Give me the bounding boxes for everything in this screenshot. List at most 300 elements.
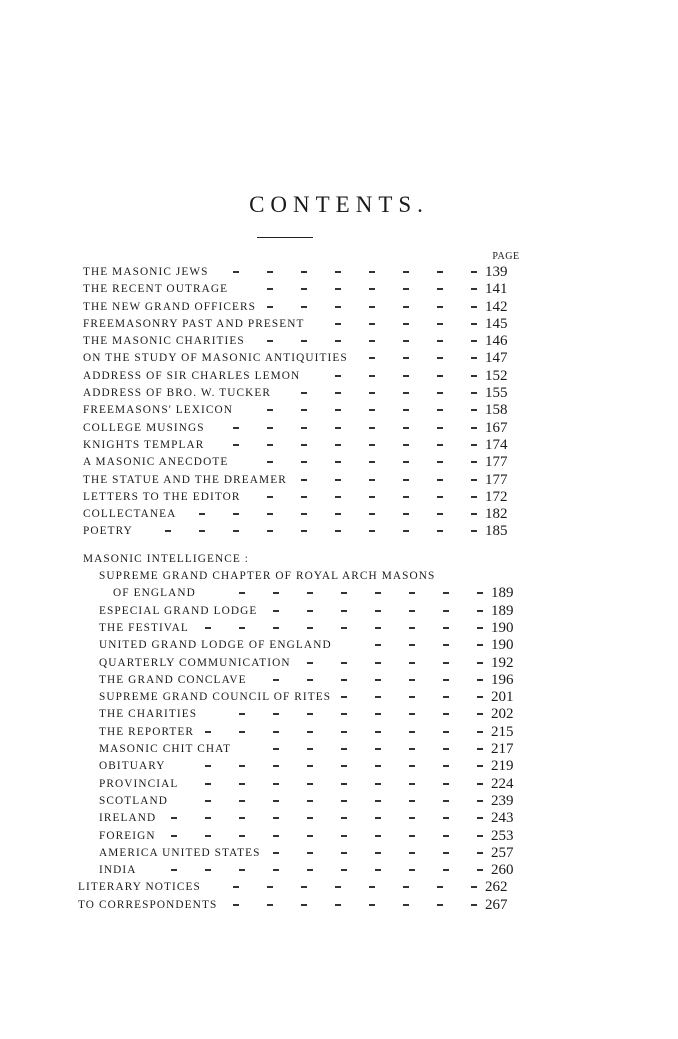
leader-dash bbox=[301, 271, 307, 273]
leader-dash bbox=[375, 679, 381, 681]
leader-dash bbox=[443, 610, 449, 612]
leader-dash bbox=[301, 530, 307, 532]
toc-subentry-title: THE FESTIVAL bbox=[99, 621, 189, 634]
leader-dash bbox=[341, 592, 347, 594]
page-column-label: PAGE bbox=[492, 251, 520, 262]
leader-dash bbox=[443, 748, 449, 750]
leader-dash bbox=[437, 375, 443, 377]
leader-dash bbox=[375, 817, 381, 819]
leader-dash bbox=[471, 306, 477, 308]
leader-dash bbox=[443, 817, 449, 819]
leader-dash bbox=[369, 306, 375, 308]
leader-dash bbox=[375, 662, 381, 664]
toc-subentry-page: 202 bbox=[491, 706, 514, 723]
toc-subentry-title: FOREIGN bbox=[99, 829, 156, 842]
leader-dash bbox=[273, 869, 279, 871]
leader-dash bbox=[267, 306, 273, 308]
leader-dash bbox=[307, 610, 313, 612]
toc-entry-page: 146 bbox=[485, 333, 508, 350]
leader-dash bbox=[437, 904, 443, 906]
leader-dash bbox=[307, 800, 313, 802]
leader-dash bbox=[471, 409, 477, 411]
toc-entry bbox=[0, 333, 678, 350]
leader-dash bbox=[443, 731, 449, 733]
leader-dash bbox=[301, 904, 307, 906]
leader-dash bbox=[341, 679, 347, 681]
leader-dash bbox=[205, 869, 211, 871]
leader-dash bbox=[403, 479, 409, 481]
leader-dash bbox=[341, 748, 347, 750]
toc-subentry-page: 196 bbox=[491, 671, 514, 688]
leader-dash bbox=[273, 731, 279, 733]
leader-dash bbox=[267, 496, 273, 498]
leader-dash bbox=[335, 375, 341, 377]
leader-dash bbox=[437, 392, 443, 394]
leader-dash bbox=[341, 696, 347, 698]
leader-dash bbox=[233, 444, 239, 446]
leader-dash bbox=[403, 530, 409, 532]
toc-subentry-title: AMERICA UNITED STATES bbox=[99, 846, 261, 859]
leader-dash bbox=[375, 610, 381, 612]
toc-entry bbox=[0, 489, 678, 506]
toc-entry-page: 152 bbox=[485, 367, 508, 384]
leader-dash bbox=[267, 409, 273, 411]
toc-subentry bbox=[0, 672, 678, 689]
leader-dash bbox=[267, 271, 273, 273]
toc-subentry-title: SUPREME GRAND CHAPTER OF ROYAL ARCH MASONS bbox=[99, 570, 436, 583]
toc-subentry-page: 243 bbox=[491, 810, 514, 827]
toc-subentry-title: THE REPORTER bbox=[99, 725, 195, 738]
toc-entry bbox=[0, 299, 678, 316]
toc-entry bbox=[0, 506, 678, 523]
leader-dash bbox=[443, 869, 449, 871]
toc-entry-page: 155 bbox=[485, 385, 508, 402]
toc-subentry bbox=[0, 776, 678, 793]
leader-dash bbox=[273, 783, 279, 785]
leader-dash bbox=[477, 662, 483, 664]
toc-entry-title: THE NEW GRAND OFFICERS bbox=[83, 300, 257, 313]
leader-dash bbox=[307, 627, 313, 629]
leader-dash bbox=[301, 427, 307, 429]
leader-dash bbox=[477, 679, 483, 681]
leader-dash bbox=[301, 392, 307, 394]
toc-entry-title: LETTERS TO THE EDITOR bbox=[83, 490, 241, 503]
leader-dash bbox=[307, 662, 313, 664]
toc-entry bbox=[0, 472, 678, 489]
toc-subentry bbox=[0, 793, 678, 810]
leader-dash bbox=[307, 835, 313, 837]
leader-dash bbox=[477, 783, 483, 785]
leader-dash bbox=[437, 479, 443, 481]
leader-dash bbox=[477, 627, 483, 629]
leader-dash bbox=[273, 748, 279, 750]
leader-dash bbox=[369, 375, 375, 377]
leader-dash bbox=[341, 713, 347, 715]
leader-dash bbox=[273, 610, 279, 612]
leader-dash bbox=[375, 835, 381, 837]
toc-subentry bbox=[0, 655, 678, 672]
leader-dash bbox=[409, 644, 415, 646]
leader-dash bbox=[267, 904, 273, 906]
leader-dash bbox=[205, 731, 211, 733]
leader-dash bbox=[273, 835, 279, 837]
leader-dash bbox=[409, 869, 415, 871]
leader-dash bbox=[273, 800, 279, 802]
leader-dash bbox=[205, 817, 211, 819]
leader-dash bbox=[205, 627, 211, 629]
leader-dash bbox=[335, 323, 341, 325]
toc-subentry-title: UNITED GRAND LODGE OF ENGLAND bbox=[99, 639, 332, 652]
leader-dash bbox=[375, 783, 381, 785]
leader-dash bbox=[471, 530, 477, 532]
leader-dash bbox=[239, 731, 245, 733]
leader-dash bbox=[471, 271, 477, 273]
leader-dash bbox=[199, 530, 205, 532]
leader-dash bbox=[307, 852, 313, 854]
leader-dash bbox=[171, 835, 177, 837]
toc-entry bbox=[0, 350, 678, 367]
leader-dash bbox=[267, 444, 273, 446]
leader-dash bbox=[307, 783, 313, 785]
toc-entry bbox=[0, 879, 678, 896]
leader-dash bbox=[443, 592, 449, 594]
leader-dash bbox=[273, 713, 279, 715]
toc-entry-page: 147 bbox=[485, 350, 508, 367]
leader-dash bbox=[335, 513, 341, 515]
toc-subentry bbox=[0, 568, 678, 585]
leader-dash bbox=[301, 886, 307, 888]
toc-entry bbox=[0, 281, 678, 298]
leader-dash bbox=[341, 610, 347, 612]
leader-dash bbox=[341, 765, 347, 767]
leader-dash bbox=[471, 461, 477, 463]
leader-dash bbox=[165, 530, 171, 532]
toc-subentry-title: ESPECIAL GRAND LODGE bbox=[99, 604, 258, 617]
toc-subentry-page: 257 bbox=[491, 844, 514, 861]
toc-subentry-page: 189 bbox=[491, 585, 514, 602]
leader-dash bbox=[273, 679, 279, 681]
toc-entry-title: A MASONIC ANECDOTE bbox=[83, 456, 229, 469]
leader-dash bbox=[403, 340, 409, 342]
leader-dash bbox=[403, 513, 409, 515]
leader-dash bbox=[437, 409, 443, 411]
leader-dash bbox=[477, 713, 483, 715]
leader-dash bbox=[301, 444, 307, 446]
toc-entry-title: COLLECTANEA bbox=[83, 508, 177, 521]
toc-subentry-page: 239 bbox=[491, 792, 514, 809]
leader-dash bbox=[409, 696, 415, 698]
leader-dash bbox=[239, 783, 245, 785]
leader-dash bbox=[437, 271, 443, 273]
leader-dash bbox=[409, 800, 415, 802]
leader-dash bbox=[205, 835, 211, 837]
leader-dash bbox=[335, 904, 341, 906]
leader-dash bbox=[409, 748, 415, 750]
toc-entry bbox=[0, 316, 678, 333]
toc-entry-title: POETRY bbox=[83, 525, 133, 538]
leader-dash bbox=[233, 427, 239, 429]
toc-subentry bbox=[0, 620, 678, 637]
toc-entry bbox=[0, 420, 678, 437]
leader-dash bbox=[477, 835, 483, 837]
leader-dash bbox=[307, 592, 313, 594]
toc-entry-title: THE MASONIC JEWS bbox=[83, 266, 209, 278]
toc-subentry bbox=[0, 585, 678, 602]
toc-subentry-title: THE CHARITIES bbox=[99, 708, 198, 721]
leader-dash bbox=[471, 904, 477, 906]
leader-dash bbox=[307, 731, 313, 733]
toc-subentry bbox=[0, 810, 678, 827]
toc-entry-title: ON THE STUDY OF MASONIC ANTIQUITIES bbox=[83, 352, 348, 365]
toc-entry-title: FREEMASONRY PAST AND PRESENT bbox=[83, 317, 305, 330]
section-gap bbox=[0, 541, 678, 551]
leader-dash bbox=[239, 835, 245, 837]
leader-dash bbox=[301, 479, 307, 481]
leader-dash bbox=[443, 662, 449, 664]
toc-entry-page: 141 bbox=[485, 281, 508, 298]
leader-dash bbox=[403, 496, 409, 498]
leader-dash bbox=[471, 288, 477, 290]
leader-dash bbox=[335, 427, 341, 429]
leader-dash bbox=[239, 869, 245, 871]
leader-dash bbox=[273, 765, 279, 767]
toc-subentry-title: SCOTLAND bbox=[99, 794, 169, 807]
leader-dash bbox=[471, 375, 477, 377]
leader-dash bbox=[437, 323, 443, 325]
leader-dash bbox=[409, 835, 415, 837]
leader-dash bbox=[369, 904, 375, 906]
leader-dash bbox=[409, 817, 415, 819]
toc-subentry bbox=[0, 724, 678, 741]
leader-dash bbox=[409, 731, 415, 733]
leader-dash bbox=[335, 461, 341, 463]
leader-dash bbox=[335, 886, 341, 888]
leader-dash bbox=[409, 662, 415, 664]
leader-dash bbox=[403, 271, 409, 273]
leader-dash bbox=[437, 461, 443, 463]
toc-entry-page: 145 bbox=[485, 315, 508, 332]
leader-dash bbox=[233, 886, 239, 888]
leader-dash bbox=[375, 731, 381, 733]
leader-dash bbox=[437, 530, 443, 532]
leader-dash bbox=[471, 886, 477, 888]
leader-dash bbox=[267, 461, 273, 463]
leader-dash bbox=[443, 783, 449, 785]
leader-dash bbox=[341, 817, 347, 819]
leader-dash bbox=[335, 496, 341, 498]
leader-dash bbox=[375, 627, 381, 629]
leader-dash bbox=[403, 323, 409, 325]
toc-entry-title: KNIGHTS TEMPLAR bbox=[83, 438, 205, 451]
leader-dash bbox=[471, 496, 477, 498]
toc-subentry-title: SUPREME GRAND COUNCIL OF RITES bbox=[99, 691, 332, 704]
toc-subentry bbox=[0, 603, 678, 620]
title-rule bbox=[257, 237, 313, 238]
toc-entry-page: 142 bbox=[485, 298, 508, 315]
leader-dash bbox=[301, 461, 307, 463]
leader-dash bbox=[273, 852, 279, 854]
leader-dash bbox=[403, 461, 409, 463]
leader-dash bbox=[369, 513, 375, 515]
leader-dash bbox=[375, 696, 381, 698]
leader-dash bbox=[375, 592, 381, 594]
leader-dash bbox=[233, 271, 239, 273]
leader-dash bbox=[437, 357, 443, 359]
toc-subentry-page: 219 bbox=[491, 758, 514, 775]
toc-subentry-title: PROVINCIAL bbox=[99, 777, 179, 790]
leader-dash bbox=[239, 817, 245, 819]
leader-dash bbox=[341, 800, 347, 802]
leader-dash bbox=[273, 817, 279, 819]
leader-dash bbox=[409, 592, 415, 594]
toc-subentry-title: QUARTERLY COMMUNICATION bbox=[99, 656, 291, 669]
leader-dash bbox=[307, 679, 313, 681]
leader-dash bbox=[369, 409, 375, 411]
leader-dash bbox=[335, 340, 341, 342]
leader-dash bbox=[301, 340, 307, 342]
leader-dash bbox=[335, 392, 341, 394]
leader-dash bbox=[443, 852, 449, 854]
toc-entry-title: THE MASONIC CHARITIES bbox=[83, 335, 245, 348]
toc-entry-title: COLLEGE MUSINGS bbox=[83, 421, 205, 434]
leader-dash bbox=[437, 427, 443, 429]
leader-dash bbox=[443, 800, 449, 802]
leader-dash bbox=[301, 409, 307, 411]
toc-entry-title: ADDRESS OF SIR CHARLES LEMON bbox=[83, 369, 301, 382]
leader-dash bbox=[443, 835, 449, 837]
leader-dash bbox=[375, 800, 381, 802]
toc-subentry bbox=[0, 758, 678, 775]
toc-subentry-page: 260 bbox=[491, 862, 514, 879]
leader-dash bbox=[369, 288, 375, 290]
leader-dash bbox=[403, 392, 409, 394]
leader-dash bbox=[267, 340, 273, 342]
toc-entry-title: THE STATUE AND THE DREAMER bbox=[83, 473, 287, 486]
leader-dash bbox=[437, 444, 443, 446]
leader-dash bbox=[273, 592, 279, 594]
toc-subentry bbox=[0, 828, 678, 845]
leader-dash bbox=[437, 306, 443, 308]
toc-entry-title: THE RECENT OUTRAGE bbox=[83, 283, 229, 296]
leader-dash bbox=[369, 271, 375, 273]
leader-dash bbox=[403, 288, 409, 290]
leader-dash bbox=[471, 479, 477, 481]
toc-entry-title: ADDRESS OF BRO. W. TUCKER bbox=[83, 387, 271, 400]
leader-dash bbox=[341, 835, 347, 837]
toc-subentry bbox=[0, 845, 678, 862]
leader-dash bbox=[477, 869, 483, 871]
leader-dash bbox=[443, 696, 449, 698]
toc-entry-page: 139 bbox=[485, 264, 508, 280]
leader-dash bbox=[409, 783, 415, 785]
leader-dash bbox=[403, 444, 409, 446]
leader-dash bbox=[239, 765, 245, 767]
toc-entry-page: 177 bbox=[485, 471, 508, 488]
leader-dash bbox=[267, 427, 273, 429]
leader-dash bbox=[409, 610, 415, 612]
leader-dash bbox=[369, 496, 375, 498]
leader-dash bbox=[341, 869, 347, 871]
toc-subentry bbox=[0, 689, 678, 706]
leader-dash bbox=[307, 869, 313, 871]
leader-dash bbox=[375, 869, 381, 871]
toc-subentry-title: OBITUARY bbox=[99, 760, 166, 773]
leader-dash bbox=[341, 662, 347, 664]
leader-dash bbox=[369, 530, 375, 532]
toc-entry bbox=[0, 264, 678, 281]
toc-subentry-page: 192 bbox=[491, 654, 514, 671]
leader-dash bbox=[443, 713, 449, 715]
leader-dash bbox=[335, 271, 341, 273]
leader-dash bbox=[171, 869, 177, 871]
leader-dash bbox=[341, 852, 347, 854]
section-heading-text: MASONIC INTELLIGENCE : bbox=[83, 552, 250, 565]
leader-dash bbox=[301, 513, 307, 515]
leader-dash bbox=[443, 679, 449, 681]
leader-dash bbox=[477, 592, 483, 594]
leader-dash bbox=[477, 696, 483, 698]
leader-dash bbox=[409, 713, 415, 715]
toc-entry-page: 158 bbox=[485, 402, 508, 419]
leader-dash bbox=[335, 530, 341, 532]
toc-entry bbox=[0, 897, 678, 914]
leader-dash bbox=[409, 765, 415, 767]
leader-dash bbox=[301, 306, 307, 308]
leader-dash bbox=[403, 886, 409, 888]
leader-dash bbox=[369, 340, 375, 342]
leader-dash bbox=[267, 288, 273, 290]
leader-dash bbox=[403, 306, 409, 308]
toc-entry-page: 262 bbox=[485, 879, 508, 896]
leader-dash bbox=[369, 357, 375, 359]
leader-dash bbox=[471, 513, 477, 515]
toc-subentry-page: 201 bbox=[491, 689, 514, 706]
leader-dash bbox=[205, 765, 211, 767]
toc-entry bbox=[0, 368, 678, 385]
toc-entry-page: 167 bbox=[485, 419, 508, 436]
leader-dash bbox=[205, 800, 211, 802]
leader-dash bbox=[403, 375, 409, 377]
toc-subentry-page: 253 bbox=[491, 827, 514, 844]
toc-subentry bbox=[0, 637, 678, 654]
toc-entry-title: LITERARY NOTICES bbox=[78, 881, 201, 894]
leader-dash bbox=[437, 340, 443, 342]
leader-dash bbox=[341, 783, 347, 785]
leader-dash bbox=[233, 530, 239, 532]
leader-dash bbox=[307, 713, 313, 715]
toc-entry bbox=[0, 402, 678, 419]
leader-dash bbox=[471, 357, 477, 359]
leader-dash bbox=[341, 731, 347, 733]
toc-subentry bbox=[0, 741, 678, 758]
leader-dash bbox=[443, 627, 449, 629]
leader-dash bbox=[267, 530, 273, 532]
leader-dash bbox=[437, 288, 443, 290]
leader-dash bbox=[477, 765, 483, 767]
leader-dash bbox=[437, 886, 443, 888]
toc-entry-page: 174 bbox=[485, 436, 508, 453]
leader-dash bbox=[335, 444, 341, 446]
page-title: CONTENTS. bbox=[249, 192, 429, 217]
toc-subentry-title: IRELAND bbox=[99, 812, 157, 825]
leader-dash bbox=[409, 852, 415, 854]
leader-dash bbox=[477, 748, 483, 750]
leader-dash bbox=[477, 817, 483, 819]
toc-entry bbox=[0, 385, 678, 402]
leader-dash bbox=[443, 644, 449, 646]
toc-entry-page: 172 bbox=[485, 488, 508, 505]
leader-dash bbox=[267, 886, 273, 888]
